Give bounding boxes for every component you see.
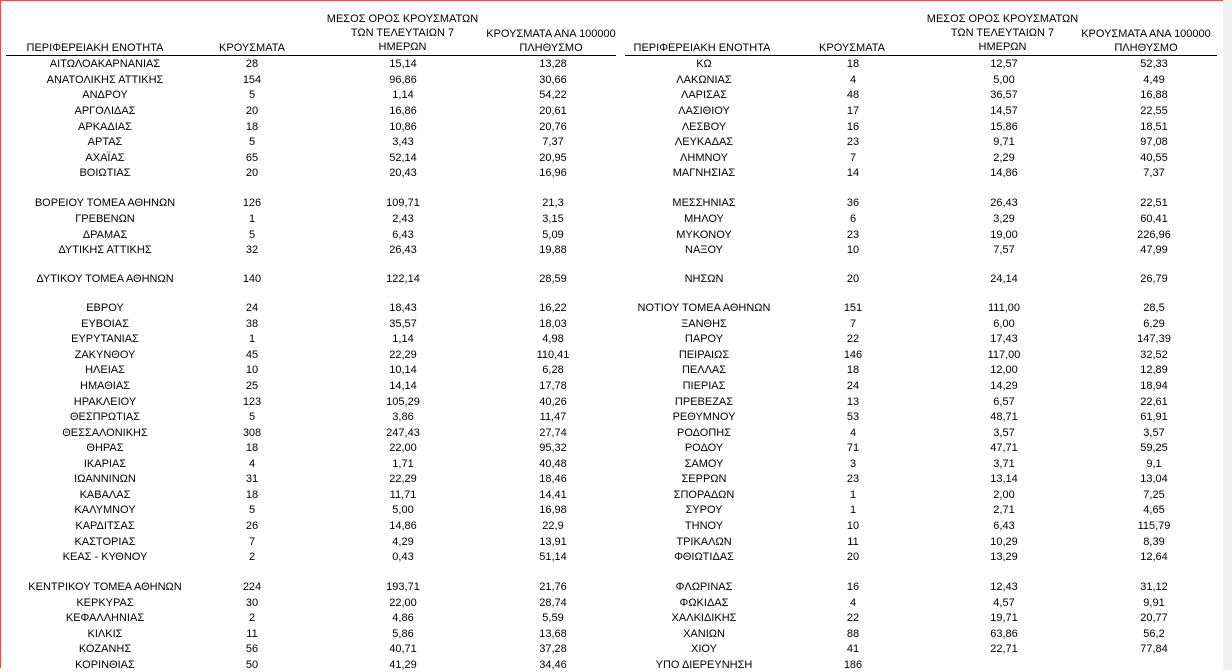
left-region-cell: ΚΕΝΤΡΙΚΟΥ ΤΟΜΕΑ ΑΘΗΝΩΝ <box>28 581 182 593</box>
left-cases-cell: 5 <box>248 229 256 241</box>
left-per100k-cell: 37,28 <box>539 643 567 655</box>
right-cases-cell: 41 <box>846 643 860 655</box>
left-region-cell: ΒΟΡΕΙΟΥ ΤΟΜΕΑ ΑΘΗΝΩΝ <box>34 197 176 209</box>
right-cases-cell: 4 <box>849 427 857 439</box>
header-rule-left <box>6 55 616 56</box>
left-per100k-cell: 95,32 <box>539 442 567 454</box>
right-avg7-cell: 6,57 <box>993 396 1015 408</box>
right-avg7-cell: 14,57 <box>990 105 1018 117</box>
left-avg7-cell: 18,43 <box>389 302 417 314</box>
left-per100k-cell: 6,28 <box>542 364 564 376</box>
right-cases-cell: 88 <box>846 628 860 640</box>
left-avg7-cell: 6,43 <box>392 229 414 241</box>
right-avg7-cell: 12,43 <box>990 581 1018 593</box>
left-per100k-cell: 18,46 <box>539 473 567 485</box>
left-per100k-cell: 40,48 <box>539 458 567 470</box>
right-avg7-cell: 5,00 <box>993 74 1015 86</box>
right-cases-cell: 36 <box>846 197 860 209</box>
left-avg7-cell: 11,71 <box>389 489 417 501</box>
right-avg7-cell: 117,00 <box>987 349 1021 361</box>
header-cases-right: ΚΡΟΥΣΜΑΤΑ <box>819 42 885 54</box>
right-region-cell: ΝΟΤΙΟΥ ΤΟΜΕΑ ΑΘΗΝΩΝ <box>637 302 771 314</box>
right-region-cell: ΠΕΛΛΑΣ <box>681 364 727 376</box>
left-avg7-cell: 5,86 <box>392 628 414 640</box>
left-avg7-cell: 109,71 <box>386 197 420 209</box>
header-per100k-right: ΚΡΟΥΣΜΑΤΑ ΑΝΑ 100000 ΠΛΗΘΥΣΜΟ <box>1081 28 1211 54</box>
right-per100k-cell: 4,65 <box>1143 504 1165 516</box>
left-cases-cell: 140 <box>242 273 262 285</box>
left-cases-cell: 20 <box>245 105 259 117</box>
right-cases-cell: 23 <box>846 136 860 148</box>
right-per100k-cell: 22,51 <box>1140 197 1168 209</box>
right-avg7-cell: 19,71 <box>990 612 1018 624</box>
right-cases-cell: 14 <box>846 167 860 179</box>
right-per100k-cell: 12,89 <box>1140 364 1168 376</box>
left-region-cell: ΚΑΡΔΙΤΣΑΣ <box>75 520 135 532</box>
right-per100k-cell: 18,94 <box>1140 380 1168 392</box>
right-per100k-cell: 60,41 <box>1140 213 1168 225</box>
left-region-cell: ΑΡΚΑΔΙΑΣ <box>78 121 132 133</box>
right-cases-cell: 22 <box>846 333 860 345</box>
left-region-cell: ΒΟΙΩΤΙΑΣ <box>79 167 131 179</box>
right-avg7-cell: 13,29 <box>990 551 1018 563</box>
right-region-cell: ΥΠΟ ΔΙΕΡΕΥΝΗΣΗ <box>655 659 753 671</box>
left-region-cell: ΑΙΤΩΛΟΑΚΑΡΝΑΝΙΑΣ <box>49 58 161 70</box>
right-cases-cell: 24 <box>846 380 860 392</box>
right-avg7-cell: 2,29 <box>993 152 1015 164</box>
right-avg7-cell: 9,71 <box>993 136 1015 148</box>
header-avg7-left: ΜΕΣΟΣ ΟΡΟΣ ΚΡΟΥΣΜΑΤΩΝ ΤΩΝ ΤΕΛΕΥΤΑΙΩΝ 7 ΗΜΕΡΩΝ <box>326 13 479 53</box>
left-avg7-cell: 26,43 <box>389 244 417 256</box>
right-cases-cell: 7 <box>849 152 857 164</box>
right-per100k-cell: 40,55 <box>1140 152 1168 164</box>
header-region-left: ΠΕΡΙΦΕΡΕΙΑΚΗ ΕΝΟΤΗΤΑ <box>26 42 164 54</box>
left-cases-cell: 5 <box>248 504 256 516</box>
left-per100k-cell: 27,74 <box>539 427 567 439</box>
left-cases-cell: 10 <box>245 364 259 376</box>
header-avg7-right: ΜΕΣΟΣ ΟΡΟΣ ΚΡΟΥΣΜΑΤΩΝ ΤΩΝ ΤΕΛΕΥΤΑΙΩΝ 7 ΗΜΕΡΩΝ <box>926 13 1079 53</box>
right-per100k-cell: 7,25 <box>1143 489 1165 501</box>
right-avg7-cell: 48,71 <box>990 411 1018 423</box>
right-region-cell: ΠΡΕΒΕΖΑΣ <box>674 396 734 408</box>
right-cases-cell: 7 <box>849 318 857 330</box>
left-cases-cell: 28 <box>245 58 259 70</box>
right-per100k-cell: 22,61 <box>1140 396 1168 408</box>
left-per100k-cell: 14,41 <box>539 489 567 501</box>
right-avg7-cell: 3,57 <box>993 427 1015 439</box>
left-cases-cell: 18 <box>245 121 259 133</box>
right-cases-cell: 151 <box>843 302 863 314</box>
left-region-cell: ΚΟΖΑΝΗΣ <box>78 643 132 655</box>
right-avg7-cell: 2,00 <box>993 489 1015 501</box>
left-avg7-cell: 4,29 <box>392 536 414 548</box>
left-avg7-cell: 5,00 <box>392 504 414 516</box>
left-per100k-cell: 110,41 <box>536 349 570 361</box>
left-per100k-cell: 28,74 <box>539 597 567 609</box>
left-avg7-cell: 14,86 <box>389 520 417 532</box>
left-avg7-cell: 1,71 <box>392 458 414 470</box>
right-avg7-cell: 10,29 <box>990 536 1018 548</box>
left-per100k-cell: 28,59 <box>539 273 567 285</box>
left-cases-cell: 18 <box>245 489 259 501</box>
right-region-cell: ΛΕΥΚΑΔΑΣ <box>674 136 734 148</box>
right-per100k-cell: 22,55 <box>1140 105 1168 117</box>
left-cases-cell: 308 <box>242 427 262 439</box>
right-cases-cell: 1 <box>849 504 857 516</box>
left-region-cell: ΕΥΡΥΤΑΝΙΑΣ <box>71 333 139 345</box>
left-region-cell: ΚΑΛΥΜΝΟΥ <box>74 504 136 516</box>
left-region-cell: ΚΑΣΤΟΡΙΑΣ <box>74 536 136 548</box>
left-cases-cell: 7 <box>248 536 256 548</box>
left-region-cell: ΘΗΡΑΣ <box>86 442 124 454</box>
left-avg7-cell: 22,29 <box>389 473 417 485</box>
right-region-cell: ΝΗΣΩΝ <box>684 273 724 285</box>
right-per100k-cell: 28,5 <box>1143 302 1165 314</box>
left-per100k-cell: 16,96 <box>539 167 567 179</box>
left-avg7-cell: 96,86 <box>389 74 417 86</box>
left-cases-cell: 123 <box>242 396 262 408</box>
right-cases-cell: 4 <box>849 74 857 86</box>
right-per100k-cell: 59,25 <box>1140 442 1168 454</box>
left-region-cell: ΓΡΕΒΕΝΩΝ <box>75 213 135 225</box>
left-avg7-cell: 3,43 <box>392 136 414 148</box>
left-region-cell: ΑΡΤΑΣ <box>87 136 123 148</box>
right-per100k-cell: 97,08 <box>1140 136 1168 148</box>
left-avg7-cell: 4,86 <box>392 612 414 624</box>
left-region-cell: ΗΛΕΙΑΣ <box>85 364 125 376</box>
right-cases-cell: 3 <box>849 458 857 470</box>
left-avg7-cell: 247,43 <box>386 427 420 439</box>
right-per100k-cell: 6,29 <box>1143 318 1165 330</box>
right-region-cell: ΧΑΛΚΙΔΙΚΗΣ <box>671 612 737 624</box>
left-per100k-cell: 22,9 <box>542 520 564 532</box>
right-region-cell: ΣΑΜΟΥ <box>684 458 724 470</box>
left-avg7-cell: 52,14 <box>389 152 417 164</box>
right-per100k-cell: 61,91 <box>1140 411 1168 423</box>
right-cases-cell: 6 <box>849 213 857 225</box>
right-per100k-cell: 115,79 <box>1137 520 1171 532</box>
left-per100k-cell: 13,91 <box>539 536 567 548</box>
left-avg7-cell: 2,43 <box>392 213 414 225</box>
left-cases-cell: 18 <box>245 442 259 454</box>
left-per100k-cell: 5,59 <box>542 612 564 624</box>
left-per100k-cell: 17,78 <box>539 380 567 392</box>
right-per100k-cell: 9,91 <box>1143 597 1165 609</box>
right-avg7-cell: 14,86 <box>990 167 1018 179</box>
right-region-cell: ΠΕΙΡΑΙΩΣ <box>678 349 730 361</box>
right-region-cell: ΣΠΟΡΑΔΩΝ <box>673 489 735 501</box>
left-per100k-cell: 16,98 <box>539 504 567 516</box>
left-per100k-cell: 34,46 <box>539 659 567 671</box>
left-cases-cell: 4 <box>248 458 256 470</box>
left-cases-cell: 1 <box>248 333 256 345</box>
left-avg7-cell: 105,29 <box>386 396 420 408</box>
right-cases-cell: 23 <box>846 473 860 485</box>
scrollbar-track[interactable] <box>1223 0 1232 670</box>
right-region-cell: ΤΗΝΟΥ <box>684 520 724 532</box>
right-cases-cell: 17 <box>846 105 860 117</box>
right-avg7-cell: 111,00 <box>987 302 1020 314</box>
left-region-cell: ΚΟΡΙΝΘΙΑΣ <box>75 659 135 671</box>
right-region-cell: ΦΘΙΩΤΙΔΑΣ <box>674 551 734 563</box>
right-region-cell: ΤΡΙΚΑΛΩΝ <box>676 536 732 548</box>
left-cases-cell: 126 <box>242 197 262 209</box>
left-region-cell: ΘΕΣΠΡΩΤΙΑΣ <box>69 411 141 423</box>
right-region-cell: ΝΑΞΟΥ <box>685 244 723 256</box>
right-region-cell: ΛΑΣΙΘΙΟΥ <box>678 105 730 117</box>
right-per100k-cell: 4,49 <box>1143 74 1165 86</box>
left-region-cell: ΕΒΡΟΥ <box>86 302 124 314</box>
right-region-cell: ΣΕΡΡΩΝ <box>681 473 727 485</box>
right-region-cell: ΡΟΔΟΠΗΣ <box>676 427 732 439</box>
right-per100k-cell: 12,64 <box>1140 551 1168 563</box>
right-per100k-cell: 56,2 <box>1143 628 1165 640</box>
right-per100k-cell: 3,57 <box>1143 427 1165 439</box>
left-per100k-cell: 20,61 <box>539 105 567 117</box>
left-cases-cell: 2 <box>248 612 256 624</box>
right-region-cell: ΦΛΩΡΙΝΑΣ <box>675 581 733 593</box>
right-per100k-cell: 20,77 <box>1140 612 1168 624</box>
left-avg7-cell: 41,29 <box>389 659 417 671</box>
right-region-cell: ΛΑΚΩΝΙΑΣ <box>676 74 732 86</box>
right-avg7-cell: 3,71 <box>993 458 1015 470</box>
left-cases-cell: 50 <box>245 659 259 671</box>
left-per100k-cell: 19,88 <box>539 244 567 256</box>
right-avg7-cell: 24,14 <box>990 273 1018 285</box>
right-cases-cell: 4 <box>849 597 857 609</box>
right-cases-cell: 16 <box>846 581 860 593</box>
left-per100k-cell: 30,66 <box>539 74 567 86</box>
right-avg7-cell: 6,43 <box>993 520 1015 532</box>
left-region-cell: ΑΝΑΤΟΛΙΚΗΣ ΑΤΤΙΚΗΣ <box>46 74 164 86</box>
left-avg7-cell: 3,86 <box>392 411 414 423</box>
header-rule-right <box>625 55 1217 56</box>
right-per100k-cell: 9,1 <box>1146 458 1162 470</box>
left-region-cell: ΑΧΑΪΑΣ <box>85 152 125 164</box>
right-avg7-cell: 63,86 <box>990 628 1018 640</box>
right-region-cell: ΛΕΣΒΟΥ <box>681 121 727 133</box>
left-region-cell: ΚΑΒΑΛΑΣ <box>79 489 131 501</box>
left-avg7-cell: 20,43 <box>389 167 417 179</box>
left-per100k-cell: 11,47 <box>539 411 567 423</box>
left-cases-cell: 38 <box>245 318 259 330</box>
left-avg7-cell: 22,00 <box>389 597 417 609</box>
right-region-cell: ΜΑΓΝΗΣΙΑΣ <box>672 167 736 179</box>
right-per100k-cell: 13,04 <box>1140 473 1168 485</box>
left-region-cell: ΙΚΑΡΙΑΣ <box>83 458 127 470</box>
right-region-cell: ΛΗΜΝΟΥ <box>680 152 728 164</box>
left-cases-cell: 1 <box>248 213 256 225</box>
right-per100k-cell: 7,37 <box>1143 167 1165 179</box>
right-region-cell: ΡΟΔΟΥ <box>684 442 724 454</box>
left-region-cell: ΗΜΑΘΙΑΣ <box>80 380 130 392</box>
left-avg7-cell: 22,29 <box>389 349 417 361</box>
left-per100k-cell: 13,28 <box>539 58 567 70</box>
right-per100k-cell: 18,51 <box>1140 121 1168 133</box>
left-per100k-cell: 5,09 <box>542 229 564 241</box>
left-per100k-cell: 54,22 <box>539 89 567 101</box>
left-avg7-cell: 22,00 <box>389 442 417 454</box>
right-avg7-cell: 47,71 <box>990 442 1018 454</box>
left-region-cell: ΕΥΒΟΙΑΣ <box>81 318 129 330</box>
right-cases-cell: 186 <box>843 659 863 671</box>
left-per100k-cell: 4,98 <box>542 333 564 345</box>
right-cases-cell: 1 <box>849 489 857 501</box>
right-per100k-cell: 26,79 <box>1140 273 1168 285</box>
right-cases-cell: 18 <box>846 58 860 70</box>
right-per100k-cell: 8,39 <box>1143 536 1165 548</box>
right-region-cell: ΜΗΛΟΥ <box>684 213 724 225</box>
right-per100k-cell: 31,12 <box>1140 581 1168 593</box>
right-avg7-cell: 3,29 <box>993 213 1015 225</box>
right-avg7-cell: 22,71 <box>990 643 1018 655</box>
right-cases-cell: 11 <box>847 536 859 548</box>
left-avg7-cell: 10,86 <box>389 121 417 133</box>
left-cases-cell: 65 <box>245 152 259 164</box>
left-region-cell: ΗΡΑΚΛΕΙΟΥ <box>73 396 137 408</box>
header-cases-left: ΚΡΟΥΣΜΑΤΑ <box>219 42 285 54</box>
right-region-cell: ΠΙΕΡΙΑΣ <box>682 380 726 392</box>
left-per100k-cell: 40,26 <box>539 396 567 408</box>
left-per100k-cell: 13,68 <box>539 628 567 640</box>
left-cases-cell: 24 <box>245 302 259 314</box>
left-per100k-cell: 20,76 <box>539 121 567 133</box>
left-cases-cell: 20 <box>245 167 259 179</box>
left-per100k-cell: 18,03 <box>539 318 567 330</box>
left-per100k-cell: 7,37 <box>542 136 564 148</box>
left-avg7-cell: 35,57 <box>389 318 417 330</box>
right-cases-cell: 13 <box>846 396 860 408</box>
left-region-cell: ΑΡΓΟΛΙΔΑΣ <box>74 105 136 117</box>
right-region-cell: ΠΑΡΟΥ <box>684 333 724 345</box>
right-region-cell: ΦΩΚΙΔΑΣ <box>679 597 729 609</box>
left-cases-cell: 224 <box>242 581 262 593</box>
left-cases-cell: 31 <box>245 473 259 485</box>
left-avg7-cell: 15,14 <box>389 58 417 70</box>
right-cases-cell: 20 <box>846 551 860 563</box>
right-cases-cell: 146 <box>843 349 863 361</box>
right-region-cell: ΜΥΚΟΝΟΥ <box>676 229 732 241</box>
right-cases-cell: 10 <box>846 244 860 256</box>
right-avg7-cell: 36,57 <box>990 89 1018 101</box>
right-per100k-cell: 32,52 <box>1140 349 1168 361</box>
right-region-cell: ΚΩ <box>696 58 712 70</box>
right-avg7-cell: 13,14 <box>990 473 1018 485</box>
left-region-cell: ΔΡΑΜΑΣ <box>82 229 128 241</box>
right-region-cell: ΜΕΣΣΗΝΙΑΣ <box>672 197 736 209</box>
right-region-cell: ΧΑΝΙΩΝ <box>683 628 725 640</box>
header-region-right: ΠΕΡΙΦΕΡΕΙΑΚΗ ΕΝΟΤΗΤΑ <box>633 42 771 54</box>
left-per100k-cell: 20,95 <box>539 152 567 164</box>
right-avg7-cell: 19,00 <box>990 229 1018 241</box>
left-cases-cell: 25 <box>245 380 259 392</box>
right-cases-cell: 22 <box>846 612 860 624</box>
left-region-cell: ΚΕΡΚΥΡΑΣ <box>76 597 134 609</box>
left-per100k-cell: 21,76 <box>539 581 567 593</box>
right-per100k-cell: 47,99 <box>1140 244 1168 256</box>
left-avg7-cell: 1,14 <box>392 333 414 345</box>
left-region-cell: ΚΙΛΚΙΣ <box>87 628 123 640</box>
right-per100k-cell: 226,96 <box>1137 229 1171 241</box>
right-region-cell: ΧΙΟΥ <box>691 643 717 655</box>
left-region-cell: ΙΩΑΝΝΙΝΩΝ <box>74 473 136 485</box>
left-region-cell: ΔΥΤΙΚΟΥ ΤΟΜΕΑ ΑΘΗΝΩΝ <box>36 273 174 285</box>
left-cases-cell: 32 <box>245 244 259 256</box>
right-avg7-cell: 12,57 <box>990 58 1018 70</box>
left-avg7-cell: 10,14 <box>389 364 417 376</box>
right-avg7-cell: 2,71 <box>993 504 1015 516</box>
header-per100k-left: ΚΡΟΥΣΜΑΤΑ ΑΝΑ 100000 ΠΛΗΘΥΣΜΟ <box>486 28 616 54</box>
left-region-cell: ΑΝΔΡΟΥ <box>82 89 128 101</box>
right-cases-cell: 53 <box>846 411 860 423</box>
right-region-cell: ΞΑΝΘΗΣ <box>681 318 727 330</box>
right-avg7-cell: 4,57 <box>993 597 1015 609</box>
left-avg7-cell: 14,14 <box>389 380 417 392</box>
left-cases-cell: 11 <box>246 628 258 640</box>
left-avg7-cell: 16,86 <box>389 105 417 117</box>
left-per100k-cell: 3,15 <box>542 213 564 225</box>
right-cases-cell: 16 <box>846 121 860 133</box>
left-region-cell: ΘΕΣΣΑΛΟΝΙΚΗΣ <box>62 427 148 439</box>
right-cases-cell: 48 <box>846 89 860 101</box>
left-avg7-cell: 1,14 <box>392 89 414 101</box>
left-cases-cell: 154 <box>242 74 262 86</box>
left-cases-cell: 30 <box>245 597 259 609</box>
left-avg7-cell: 193,71 <box>386 581 420 593</box>
left-cases-cell: 56 <box>245 643 259 655</box>
left-region-cell: ΚΕΑΣ - ΚΥΘΝΟΥ <box>62 551 148 563</box>
right-region-cell: ΛΑΡΙΣΑΣ <box>680 89 727 101</box>
right-cases-cell: 20 <box>846 273 860 285</box>
right-avg7-cell: 7,57 <box>993 244 1015 256</box>
right-avg7-cell: 17,43 <box>990 333 1018 345</box>
left-cases-cell: 5 <box>248 411 256 423</box>
right-cases-cell: 18 <box>846 364 860 376</box>
left-avg7-cell: 40,71 <box>389 643 417 655</box>
right-avg7-cell: 6,00 <box>993 318 1015 330</box>
left-region-cell: ΚΕΦΑΛΛΗΝΙΑΣ <box>65 612 145 624</box>
left-per100k-cell: 16,22 <box>539 302 567 314</box>
right-avg7-cell: 14,29 <box>990 380 1018 392</box>
left-avg7-cell: 122,14 <box>386 273 420 285</box>
right-per100k-cell: 147,39 <box>1137 333 1171 345</box>
left-cases-cell: 45 <box>245 349 259 361</box>
left-per100k-cell: 51,14 <box>539 551 567 563</box>
left-cases-cell: 5 <box>248 136 256 148</box>
right-per100k-cell: 16,88 <box>1140 89 1168 101</box>
left-avg7-cell: 0,43 <box>392 551 414 563</box>
right-avg7-cell: 15,86 <box>990 121 1018 133</box>
right-avg7-cell: 12,00 <box>990 364 1018 376</box>
right-avg7-cell: 26,43 <box>990 197 1018 209</box>
right-cases-cell: 10 <box>846 520 860 532</box>
left-region-cell: ΖΑΚΥΝΘΟΥ <box>74 349 136 361</box>
left-cases-cell: 5 <box>248 89 256 101</box>
right-cases-cell: 71 <box>846 442 860 454</box>
right-per100k-cell: 77,84 <box>1140 643 1168 655</box>
right-region-cell: ΡΕΘΥΜΝΟΥ <box>672 411 736 423</box>
right-per100k-cell: 52,33 <box>1140 58 1168 70</box>
left-region-cell: ΔΥΤΙΚΗΣ ΑΤΤΙΚΗΣ <box>58 244 152 256</box>
left-cases-cell: 2 <box>248 551 256 563</box>
right-region-cell: ΣΥΡΟΥ <box>685 504 723 516</box>
left-per100k-cell: 21,3 <box>542 197 564 209</box>
right-cases-cell: 23 <box>846 229 860 241</box>
left-cases-cell: 26 <box>245 520 259 532</box>
